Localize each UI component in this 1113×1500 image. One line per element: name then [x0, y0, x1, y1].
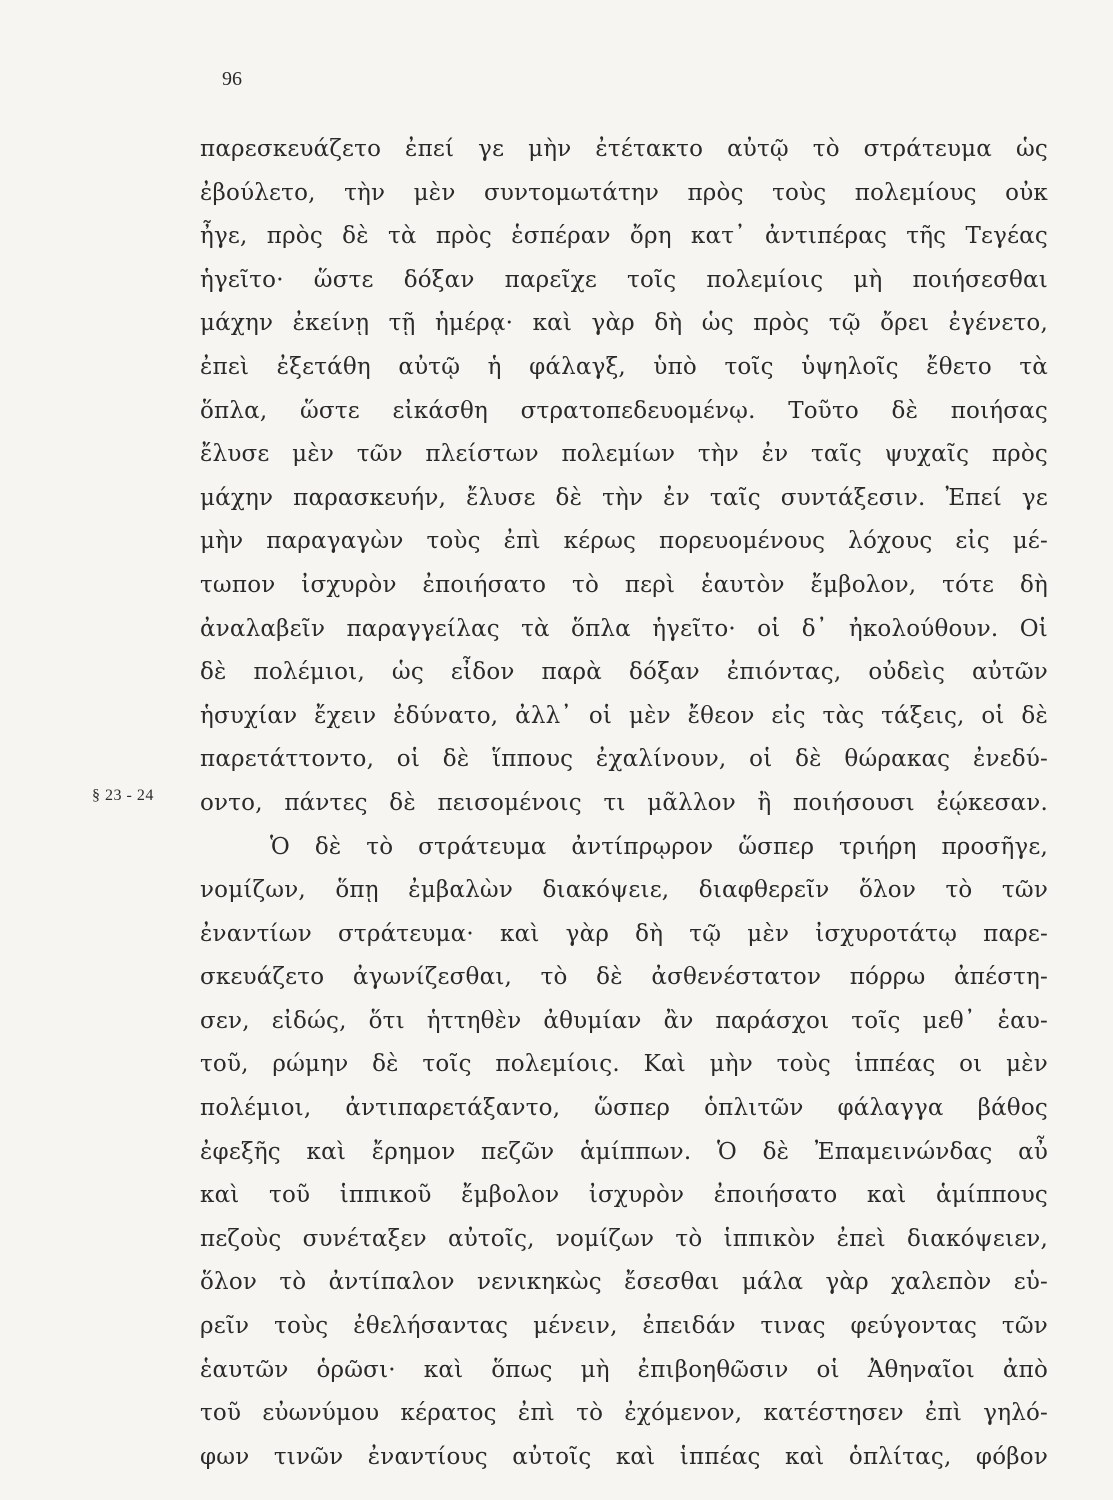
- paragraph-first-line: Ὁ δὲ τὸ στράτευμα ἀντίπρῳρον ὥσπερ τριήρη προσῆγε,: [270, 833, 1048, 860]
- text-line: πεζοὺς συνέταξεν αὐτοῖς, νομίζων τὸ ἱππικὸν ἐπεὶ διακόψειεν,: [200, 1225, 1048, 1252]
- text-line: ἐφεξῆς καὶ ἔρημον πεζῶν ἁμίππων. Ὁ δὲ Ἐπαμεινώνδας αὖ: [200, 1138, 1048, 1165]
- page-number: 96: [222, 68, 242, 90]
- text-line: πολέμιοι, ἀντιπαρετάξαντο, ὥσπερ ὁπλιτῶν φάλαγγα βάθος: [200, 1095, 1048, 1122]
- text-line: φων τινῶν ἐναντίους αὐτοῖς καὶ ἱππέας καὶ ὁπλίτας, φόβον: [200, 1443, 1048, 1470]
- text-line: μάχην ἐκείνῃ τῇ ἡμέρᾳ· καὶ γὰρ δὴ ὡς πρὸς τῷ ὄρει ἐγένετο,: [200, 310, 1048, 337]
- text-line: ἔλυσε μὲν τῶν πλείστων πολεμίων τὴν ἐν ταῖς ψυχαῖς πρὸς: [200, 441, 1048, 468]
- text-line: ἑαυτῶν ὁρῶσι· καὶ ὅπως μὴ ἐπιβοηθῶσιν οἱ Ἀθηναῖοι ἀπὸ: [200, 1356, 1048, 1383]
- text-line: παρετάττοντο, οἱ δὲ ἵππους ἐχαλίνουν, οἱ δὲ θώρακας ἐνεδύ-: [200, 746, 1048, 773]
- text-line: ὅπλα, ὥστε εἰκάσθη στρατοπεδευομένῳ. Τοῦτο δὲ ποιήσας: [200, 397, 1048, 424]
- text-line: ἡσυχίαν ἔχειν ἐδύνατο, ἀλλ᾿ οἱ μὲν ἔθεον εἰς τὰς τάξεις, οἱ δὲ: [200, 702, 1048, 729]
- text-line: σεν, εἰδώς, ὅτι ἡττηθὲν ἀθυμίαν ἂν παράσχοι τοῖς μεθ᾿ ἑαυ-: [200, 1007, 1048, 1034]
- text-line: οντο, πάντες δὲ πεισομένοις τι μᾶλλον ἢ ποιήσουσι ἐῴκεσαν.: [200, 789, 1048, 816]
- section-margin-note: § 23 - 24: [92, 787, 154, 804]
- text-line: νομίζων, ὅπῃ ἐμβαλὼν διακόψειε, διαφθερεῖν ὅλον τὸ τῶν: [200, 877, 1048, 904]
- text-line: σκευάζετο ἀγωνίζεσθαι, τὸ δὲ ἀσθενέστατον πόρρω ἀπέστη-: [200, 964, 1048, 991]
- text-line: δὲ πολέμιοι, ὡς εἶδον παρὰ δόξαν ἐπιόντας, οὐδεὶς αὐτῶν: [200, 659, 1048, 686]
- text-line: ὅλον τὸ ἀντίπαλον νενικηκὼς ἔσεσθαι μάλα γὰρ χαλεπὸν εὑ-: [200, 1269, 1048, 1296]
- text-line: ρεῖν τοὺς ἐθελήσαντας μένειν, ἐπειδάν τινας φεύγοντας τῶν: [200, 1313, 1048, 1340]
- text-line: ἀναλαβεῖν παραγγείλας τὰ ὅπλα ἡγεῖτο· οἱ δ᾿ ἠκολούθουν. Οἱ: [200, 615, 1048, 642]
- text-line: τοῦ εὐωνύμου κέρατος ἐπὶ τὸ ἐχόμενον, κατέστησεν ἐπὶ γηλό-: [200, 1400, 1048, 1427]
- body-text: [200, 128, 1048, 1479]
- text-line: παρεσκευάζετο ἐπεί γε μὴν ἐτέτακτο αὐτῷ τὸ στράτευμα ὡς: [200, 136, 1048, 162]
- text-line: τωπον ἰσχυρὸν ἐποιήσατο τὸ περὶ ἑαυτὸν ἔμβολον, τότε δὴ: [200, 571, 1048, 598]
- text-line: καὶ τοῦ ἱππικοῦ ἔμβολον ἰσχυρὸν ἐποιήσατο καὶ ἁμίππους: [200, 1182, 1048, 1209]
- text-line: ἐναντίων στράτευμα· καὶ γὰρ δὴ τῷ μὲν ἰσχυροτάτῳ παρε-: [200, 920, 1048, 947]
- text-line: ἐβούλετο, τὴν μὲν συντομωτάτην πρὸς τοὺς πολεμίους οὐκ: [200, 179, 1048, 206]
- text-line: μάχην παρασκευήν, ἔλυσε δὲ τὴν ἐν ταῖς συντάξεσιν. Ἐπεί γε: [200, 484, 1048, 511]
- text-line: ἐπεὶ ἐξετάθη αὐτῷ ἡ φάλαγξ, ὑπὸ τοῖς ὑψηλοῖς ἔθετο τὰ: [200, 353, 1048, 380]
- text-line: ἡγεῖτο· ὥστε δόξαν παρεῖχε τοῖς πολεμίοις μὴ ποιήσεσθαι: [200, 266, 1048, 293]
- text-line: μὴν παραγαγὼν τοὺς ἐπὶ κέρως πορευομένους λόχους εἰς μέ-: [200, 528, 1048, 555]
- text-line: ἦγε, πρὸς δὲ τὰ πρὸς ἑσπέραν ὄρη κατ᾿ ἀντιπέρας τῆς Τεγέας: [200, 223, 1048, 250]
- text-line: τοῦ, ρώμην δὲ τοῖς πολεμίοις. Καὶ μὴν τοὺς ἱππέας οι μὲν: [200, 1051, 1048, 1078]
